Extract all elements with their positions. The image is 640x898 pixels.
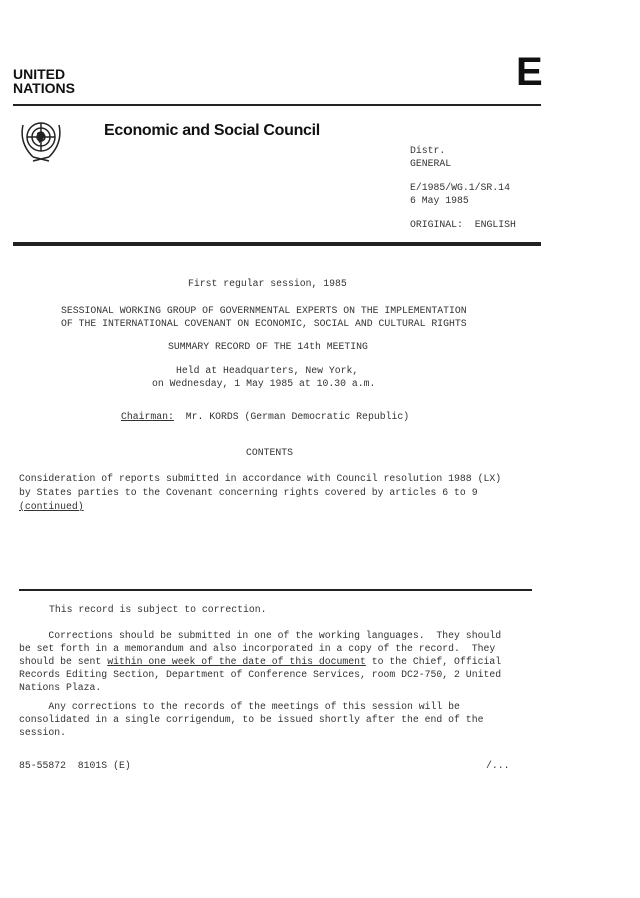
notice-p2-line4: Records Editing Section, Department of Conference Services, room DC2-750, 2 United	[19, 669, 502, 680]
chairman-value: Mr. KORDS (German Democratic Republic)	[185, 411, 410, 422]
un-emblem-icon	[15, 113, 67, 165]
notice-p3-line3: session.	[19, 727, 67, 738]
notice-p1: This record is subject to correction.	[49, 604, 267, 615]
notice-p3-line1: Any corrections to the records of the meetings of this session will be	[19, 701, 460, 712]
original-value: ENGLISH	[474, 219, 516, 230]
notice-p2-line3b: to the Chief, Official	[365, 656, 502, 667]
org-line1: UNITED	[13, 66, 66, 82]
notice-p2-line3	[19, 655, 501, 668]
original-language	[410, 218, 516, 231]
group-title-2: OF THE INTERNATIONAL COVENANT ON ECONOMIC, SOCIAL AND CULTURAL RIGHTS	[61, 318, 467, 329]
notice-p2-line2: be set forth in a memorandum and also incorporated in a copy of the record. They	[19, 643, 496, 654]
header-rule	[13, 104, 541, 106]
notice-p2-line1: Corrections should be submitted in one of the working languages. They should	[19, 630, 502, 641]
held-line-2: on Wednesday, 1 May 1985 at 10.30 a.m.	[152, 378, 376, 389]
contents-continued: (continued)	[19, 501, 84, 512]
contents-line-2: by States parties to the Covenant concerning rights covered by articles 6 to 9	[19, 487, 478, 498]
continuation-mark: /...	[486, 760, 510, 771]
group-title-1: SESSIONAL WORKING GROUP OF GOVERNMENTAL EXPERTS ON THE IMPLEMENTATION	[61, 305, 467, 316]
notice-p2-line3a: should be sent	[19, 656, 108, 667]
chairman-label: Chairman:	[121, 411, 174, 422]
document-symbol: E/1985/WG.1/SR.14	[410, 182, 510, 193]
held-line-1: Held at Headquarters, New York,	[176, 365, 359, 376]
language-code: E	[516, 50, 543, 94]
notice-rule	[19, 589, 532, 591]
session-title: First regular session, 1985	[188, 278, 347, 289]
org-name	[13, 67, 75, 95]
job-number: 85-55872 8101S (E)	[19, 760, 131, 771]
distr-value: GENERAL	[410, 158, 452, 169]
notice-p2-line5: Nations Plaza.	[19, 682, 102, 693]
org-line2: NATIONS	[13, 80, 75, 96]
document-date: 6 May 1985	[410, 195, 469, 206]
record-title: SUMMARY RECORD OF THE 14th MEETING	[168, 341, 368, 352]
distr-label: Distr.	[410, 145, 446, 156]
chairman	[121, 410, 409, 423]
original-label: ORIGINAL:	[410, 219, 463, 230]
notice-deadline: within one week of the date of this document	[107, 656, 366, 667]
thick-rule	[13, 242, 541, 246]
contents-line-1: Consideration of reports submitted in accordance with Council resolution 1988 (LX)	[19, 473, 502, 484]
contents-heading: CONTENTS	[246, 447, 294, 458]
council-name: Economic and Social Council	[104, 122, 320, 139]
notice-p3-line2: consolidated in a single corrigendum, to be issued shortly after the end of the	[19, 714, 484, 725]
